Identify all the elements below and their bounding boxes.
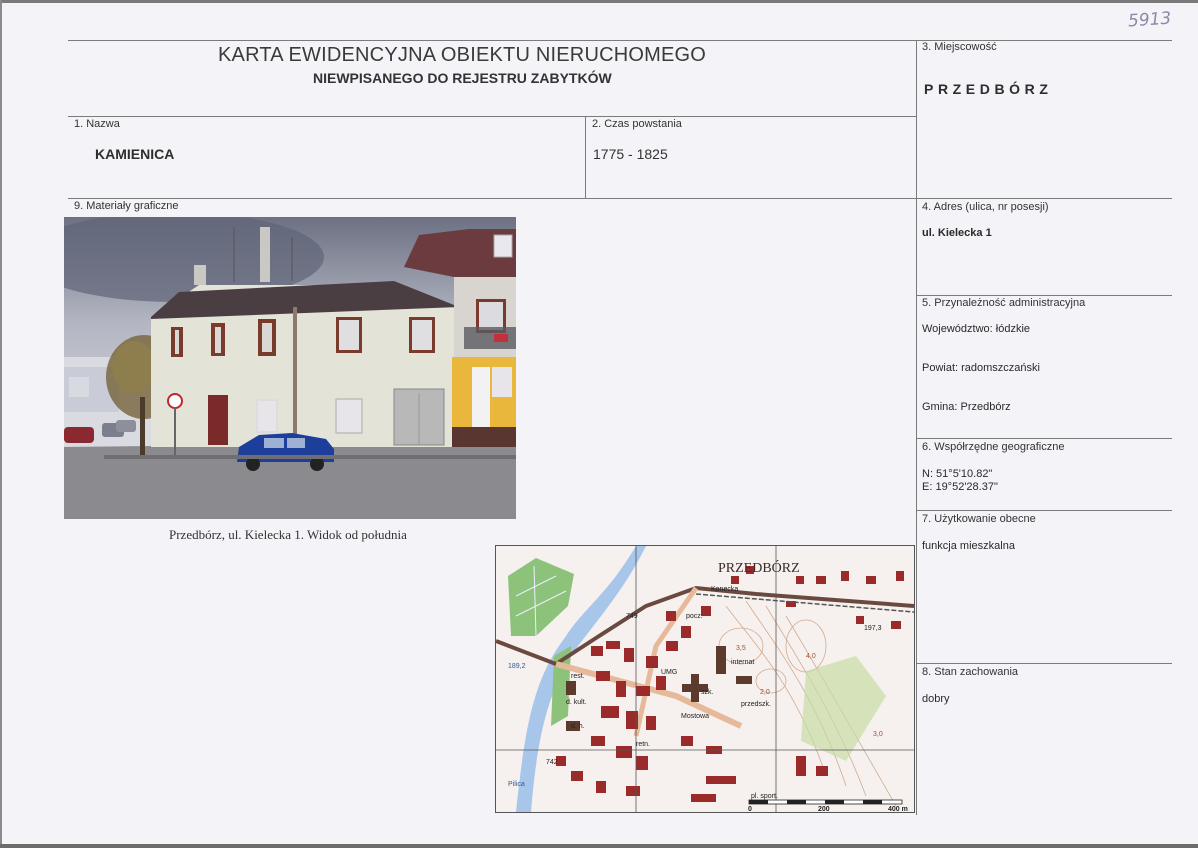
field-value-gmina: Gmina: Przedbórz bbox=[922, 401, 1011, 413]
field-label-przynaleznosc: 5. Przynależność administracyjna bbox=[922, 297, 1086, 309]
field-value-longitude: E: 19°52'28.37" bbox=[922, 481, 998, 493]
rule-header-bottom bbox=[68, 116, 916, 117]
field-value-stan: dobry bbox=[922, 693, 950, 705]
field-value-adres: ul. Kielecka 1 bbox=[922, 227, 992, 239]
svg-text:Pilica: Pilica bbox=[508, 781, 525, 788]
rule-name-date-divider bbox=[585, 116, 586, 198]
rule-top bbox=[68, 40, 1172, 41]
field-value-wojewodztwo: Województwo: łódzkie bbox=[922, 323, 1031, 335]
sheet-number: 5913 bbox=[1127, 8, 1172, 32]
rule-coords-bottom bbox=[916, 510, 1172, 511]
svg-text:742: 742 bbox=[546, 759, 558, 766]
page-title: KARTA EWIDENCYJNA OBIEKTU NIERUCHOMEGO bbox=[218, 44, 707, 66]
svg-text:0: 0 bbox=[748, 806, 752, 812]
field-value-latitude: N: 51°5'10.82" bbox=[922, 468, 993, 480]
svg-text:197,3: 197,3 bbox=[864, 625, 882, 632]
field-value-czas-powstania: 1775 - 1825 bbox=[593, 146, 668, 162]
photo-caption: Przedbórz, ul. Kielecka 1. Widok od południa bbox=[169, 527, 407, 542]
sheet-edge-bottom bbox=[0, 844, 1198, 848]
svg-text:pocz.: pocz. bbox=[686, 613, 703, 620]
rule-address-bottom bbox=[916, 295, 1172, 296]
svg-text:400 m: 400 m bbox=[888, 806, 908, 812]
svg-text:2,0: 2,0 bbox=[760, 689, 770, 696]
field-label-stan: 8. Stan zachowania bbox=[922, 666, 1019, 678]
svg-text:Konecka: Konecka bbox=[711, 586, 739, 593]
svg-text:rest.: rest. bbox=[571, 673, 585, 680]
topographic-map bbox=[495, 545, 915, 813]
map-town-label: PRZEDBÓRZ bbox=[718, 561, 800, 576]
svg-text:200: 200 bbox=[818, 806, 830, 812]
rule-admin-bottom bbox=[916, 438, 1172, 439]
building-photo bbox=[64, 217, 516, 519]
svg-text:retn.: retn. bbox=[636, 741, 651, 748]
field-label-nazwa: 1. Nazwa bbox=[74, 118, 120, 130]
svg-text:d. h.: d. h. bbox=[571, 723, 585, 730]
rule-usage-bottom bbox=[916, 663, 1172, 664]
page-subtitle: NIEWPISANEGO DO REJESTRU ZABYTKÓW bbox=[313, 70, 612, 86]
svg-text:3,0: 3,0 bbox=[873, 731, 883, 738]
field-value-powiat: Powiat: radomszczański bbox=[922, 362, 1040, 374]
svg-text:internat: internat bbox=[731, 659, 755, 666]
svg-text:4,0: 4,0 bbox=[806, 653, 816, 660]
field-label-adres: 4. Adres (ulica, nr posesji) bbox=[922, 201, 1049, 213]
field-label-uzytkowanie: 7. Użytkowanie obecne bbox=[922, 513, 1036, 525]
svg-text:189,2: 189,2 bbox=[508, 663, 526, 670]
svg-text:749: 749 bbox=[626, 613, 638, 620]
rule-right-column bbox=[916, 40, 917, 815]
field-label-wspolrzedne: 6. Współrzędne geograficzne bbox=[922, 441, 1065, 453]
svg-text:przedszk.: przedszk. bbox=[741, 701, 771, 708]
field-label-materialy: 9. Materiały graficzne bbox=[74, 200, 179, 212]
field-label-czas-powstania: 2. Czas powstania bbox=[592, 118, 682, 130]
field-label-miejscowosc: 3. Miejscowość bbox=[922, 41, 997, 53]
sheet-edge-top bbox=[0, 0, 1198, 3]
svg-text:szk.: szk. bbox=[701, 689, 714, 696]
rule-name-bottom bbox=[68, 198, 1172, 199]
field-value-uzytkowanie: funkcja mieszkalna bbox=[922, 540, 1015, 552]
svg-text:3,5: 3,5 bbox=[736, 645, 746, 652]
field-value-nazwa: KAMIENICA bbox=[95, 146, 175, 162]
sheet-edge-left bbox=[0, 0, 2, 848]
svg-text:d. kult.: d. kult. bbox=[566, 699, 587, 706]
field-value-miejscowosc: PRZEDBÓRZ bbox=[924, 81, 1053, 97]
svg-text:Mostowa: Mostowa bbox=[681, 713, 710, 720]
svg-text:UMG: UMG bbox=[661, 669, 678, 676]
svg-text:pl. sport.: pl. sport. bbox=[751, 793, 778, 800]
